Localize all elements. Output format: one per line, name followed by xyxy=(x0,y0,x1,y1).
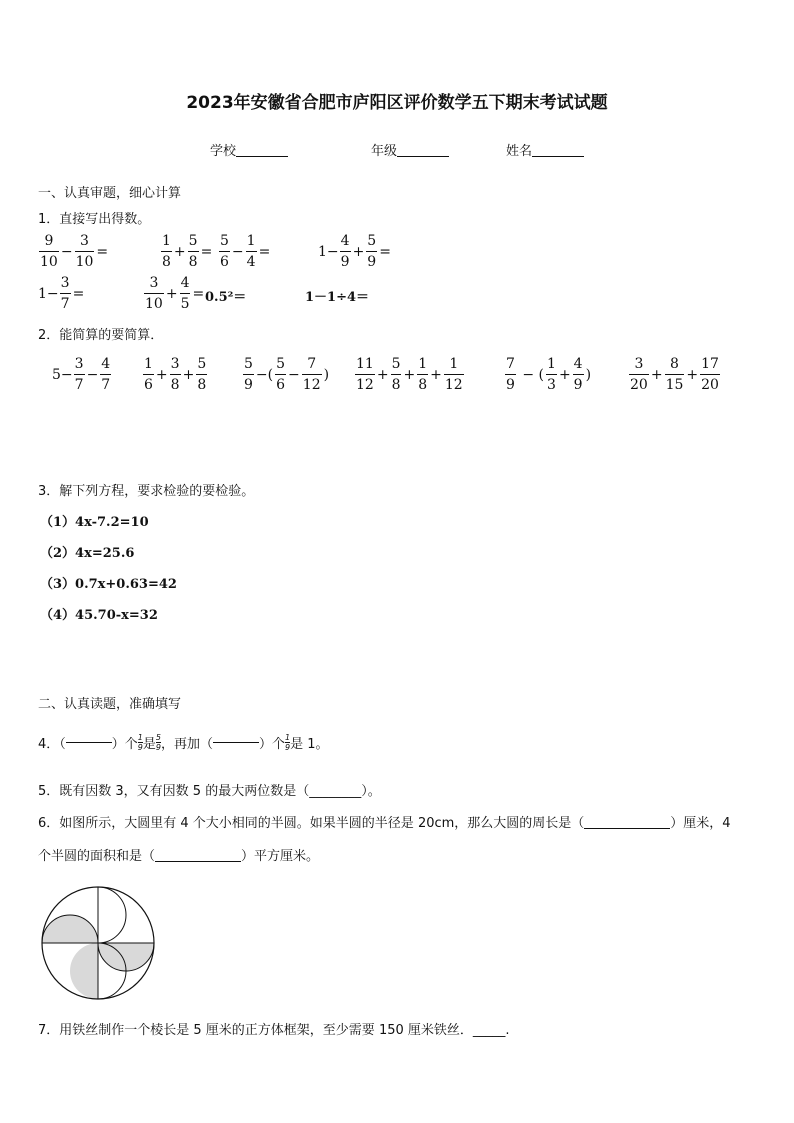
school-blank[interactable] xyxy=(236,143,288,157)
q1-item-6: $\frac{3}{10}$ + $\frac{4}{5}$ = xyxy=(145,275,205,312)
circle-figure xyxy=(40,885,156,1001)
q6-blank-2[interactable] xyxy=(155,861,241,862)
name-blank[interactable] xyxy=(532,143,584,157)
q3-equation-2: （2）4x=25.6 xyxy=(40,546,135,561)
grade-field xyxy=(371,140,449,159)
q4-blank-1[interactable] xyxy=(66,742,112,743)
q2-expr-2: $\frac{1}{6}$ + $\frac{3}{8}$ + $\frac{5}{8}$ xyxy=(144,356,207,393)
q3-equation-3: （3）0.7x+0.63=42 xyxy=(40,577,177,592)
page-title: 2023年安徽省合肥市庐阳区评价数学五下期末考试试题 xyxy=(186,93,608,113)
q1-item-3: $\frac{5}{6}$ − $\frac{1}{4}$ = xyxy=(220,233,271,270)
question-6-line-2: 个半圆的面积和是（ ）平方厘米。 xyxy=(38,849,320,864)
grade-blank[interactable] xyxy=(397,143,449,157)
q2-expr-4: $\frac{11}{12}$ + $\frac{5}{8}$ + $\frac{1}{8}$ + $\frac{1}{12}$ xyxy=(356,356,463,393)
question-7: 7．用铁丝制作一个棱长是 5 厘米的正方体框架，至少需要 150 厘米铁丝．_____. xyxy=(38,1023,510,1038)
q1-item-5: 1− $\frac{3}{7}$ = xyxy=(38,275,85,312)
section-heading-2: 二、认真读题，准确填写 xyxy=(38,697,182,712)
q1-item-8: 1－1÷4＝ xyxy=(305,290,370,305)
question-4: 4．（ ）个 $\frac{1}{9}$ 是 $\frac{5}{9}$ ，再加（ ）个 $\frac{1}{9}$ 是 1。 xyxy=(38,732,329,752)
q3-equation-4: （4）45.70-x=32 xyxy=(40,608,158,623)
q4-blank-2[interactable] xyxy=(213,742,259,743)
question-2-label: 2．能简算的要简算． xyxy=(38,328,164,343)
question-6-line-1: 6．如图所示，大圆里有 4 个大小相同的半圆。如果半圆的半径是 20cm，那么大圆的周长是（ ）厘米，4 xyxy=(38,816,731,831)
school-field xyxy=(210,140,288,159)
q4-fraction-1: $\frac{1}{9}$ xyxy=(137,732,143,752)
q6-blank-1[interactable] xyxy=(584,828,670,829)
q2-expr-6: $\frac{3}{20}$ + $\frac{8}{15}$ + $\frac{17}{20}$ xyxy=(630,356,719,393)
q2-expr-5: $\frac{7}{9}$ − ( $\frac{1}{3}$ + $\frac{4}{9}$ ) xyxy=(506,356,592,393)
question-1-label: 1．直接写出得数。 xyxy=(38,212,151,227)
q1-item-7: 0.5²＝ xyxy=(205,290,247,305)
grade-label: 年级 xyxy=(371,144,398,159)
q3-equation-1: （1）4x-7.2=10 xyxy=(40,515,149,530)
school-label: 学校 xyxy=(210,144,237,159)
q4-fraction-3: $\frac{1}{9}$ xyxy=(285,732,291,752)
q1-item-4: 1− $\frac{4}{9}$ + $\frac{5}{9}$ = xyxy=(318,233,391,270)
question-5: 5．既有因数 3，又有因数 5 的最大两位数是（________）。 xyxy=(38,784,381,799)
q2-expr-3: $\frac{5}{9}$ −( $\frac{5}{6}$ − $\frac{7}{12}$ ) xyxy=(244,356,330,393)
q2-expr-1: 5− $\frac{3}{7}$ − $\frac{4}{7}$ xyxy=(52,356,111,393)
section-heading-1: 一、认真审题，细心计算 xyxy=(38,186,182,201)
q4-fraction-2: $\frac{5}{9}$ xyxy=(155,732,161,752)
q1-item-2: $\frac{1}{8}$ + $\frac{5}{8}$ = xyxy=(162,233,213,270)
name-field xyxy=(506,140,584,159)
name-label: 姓名 xyxy=(506,144,533,159)
question-3-label: 3．解下列方程，要求检验的要检验。 xyxy=(38,484,255,499)
q1-item-1: $\frac{9}{10}$ − $\frac{3}{10}$ = xyxy=(40,233,109,270)
